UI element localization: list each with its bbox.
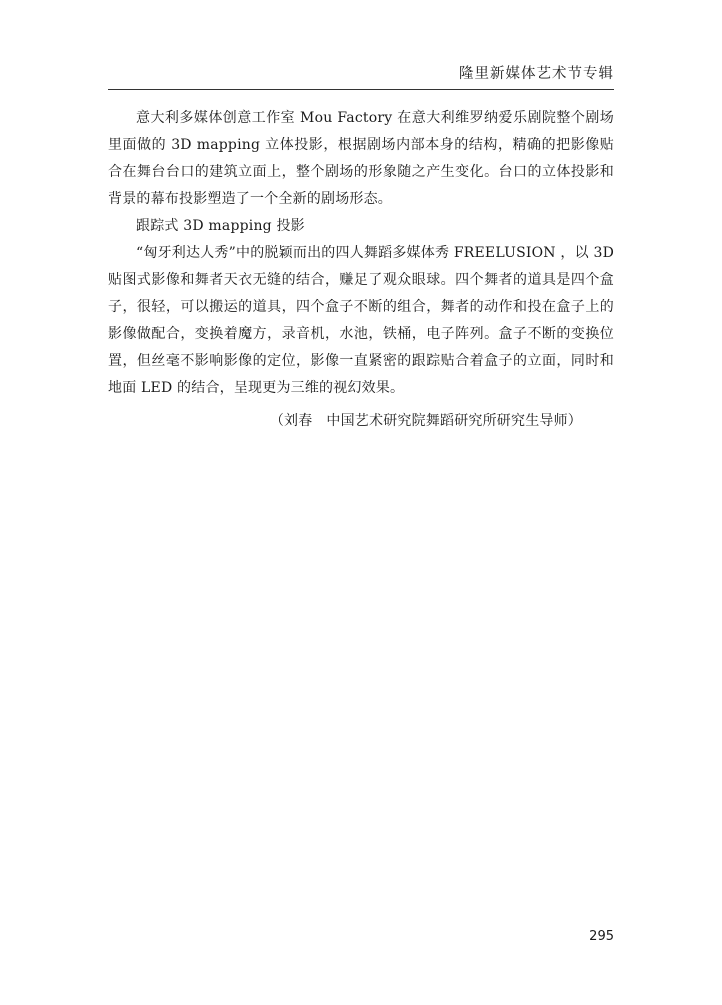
- running-header-title: 隆里新媒体艺术节专辑: [459, 66, 614, 82]
- header-divider: [108, 89, 614, 90]
- article-body: [108, 105, 614, 402]
- author-attribution: （刘春 中国艺术研究院舞蹈研究所研究生导师）: [269, 413, 582, 429]
- paragraph-mou-factory: 意大利多媒体创意工作室 Mou Factory 在意大利维罗纳爱乐剧院整个剧场里面做的 3D mapping 立体投影，根据剧场内部本身的结构，精确的把影像贴合在舞台台口的建筑立面上，整个剧场的形象随之产生变化。台口的立体投影和背景的幕布投影塑造了一个全新的剧场形态。: [108, 110, 614, 207]
- paragraph-freelusion: “匈牙利达人秀”中的脱颖而出的四人舞蹈多媒体秀 FREELUSION ，以 3D 贴图式影像和舞者天衣无缝的结合，赚足了观众眼球。四个舞者的道具是四个盒子，很轻，可以搬运的道具，四个盒子不断的组合，舞者的动作和投在盒子上的影像做配合，变换着魔方，录音机，水池，铁桶，电子阵列。盒子不断的变换位置，但丝毫不影响影像的定位，影像一直紧密的跟踪贴合着盒子的立面，同时和地面 LED 的结合，呈现更为三维的视幻效果。: [108, 245, 614, 396]
- page-number: 295: [589, 929, 614, 944]
- paragraph-tracking-heading: 跟踪式 3D mapping 投影: [136, 218, 305, 234]
